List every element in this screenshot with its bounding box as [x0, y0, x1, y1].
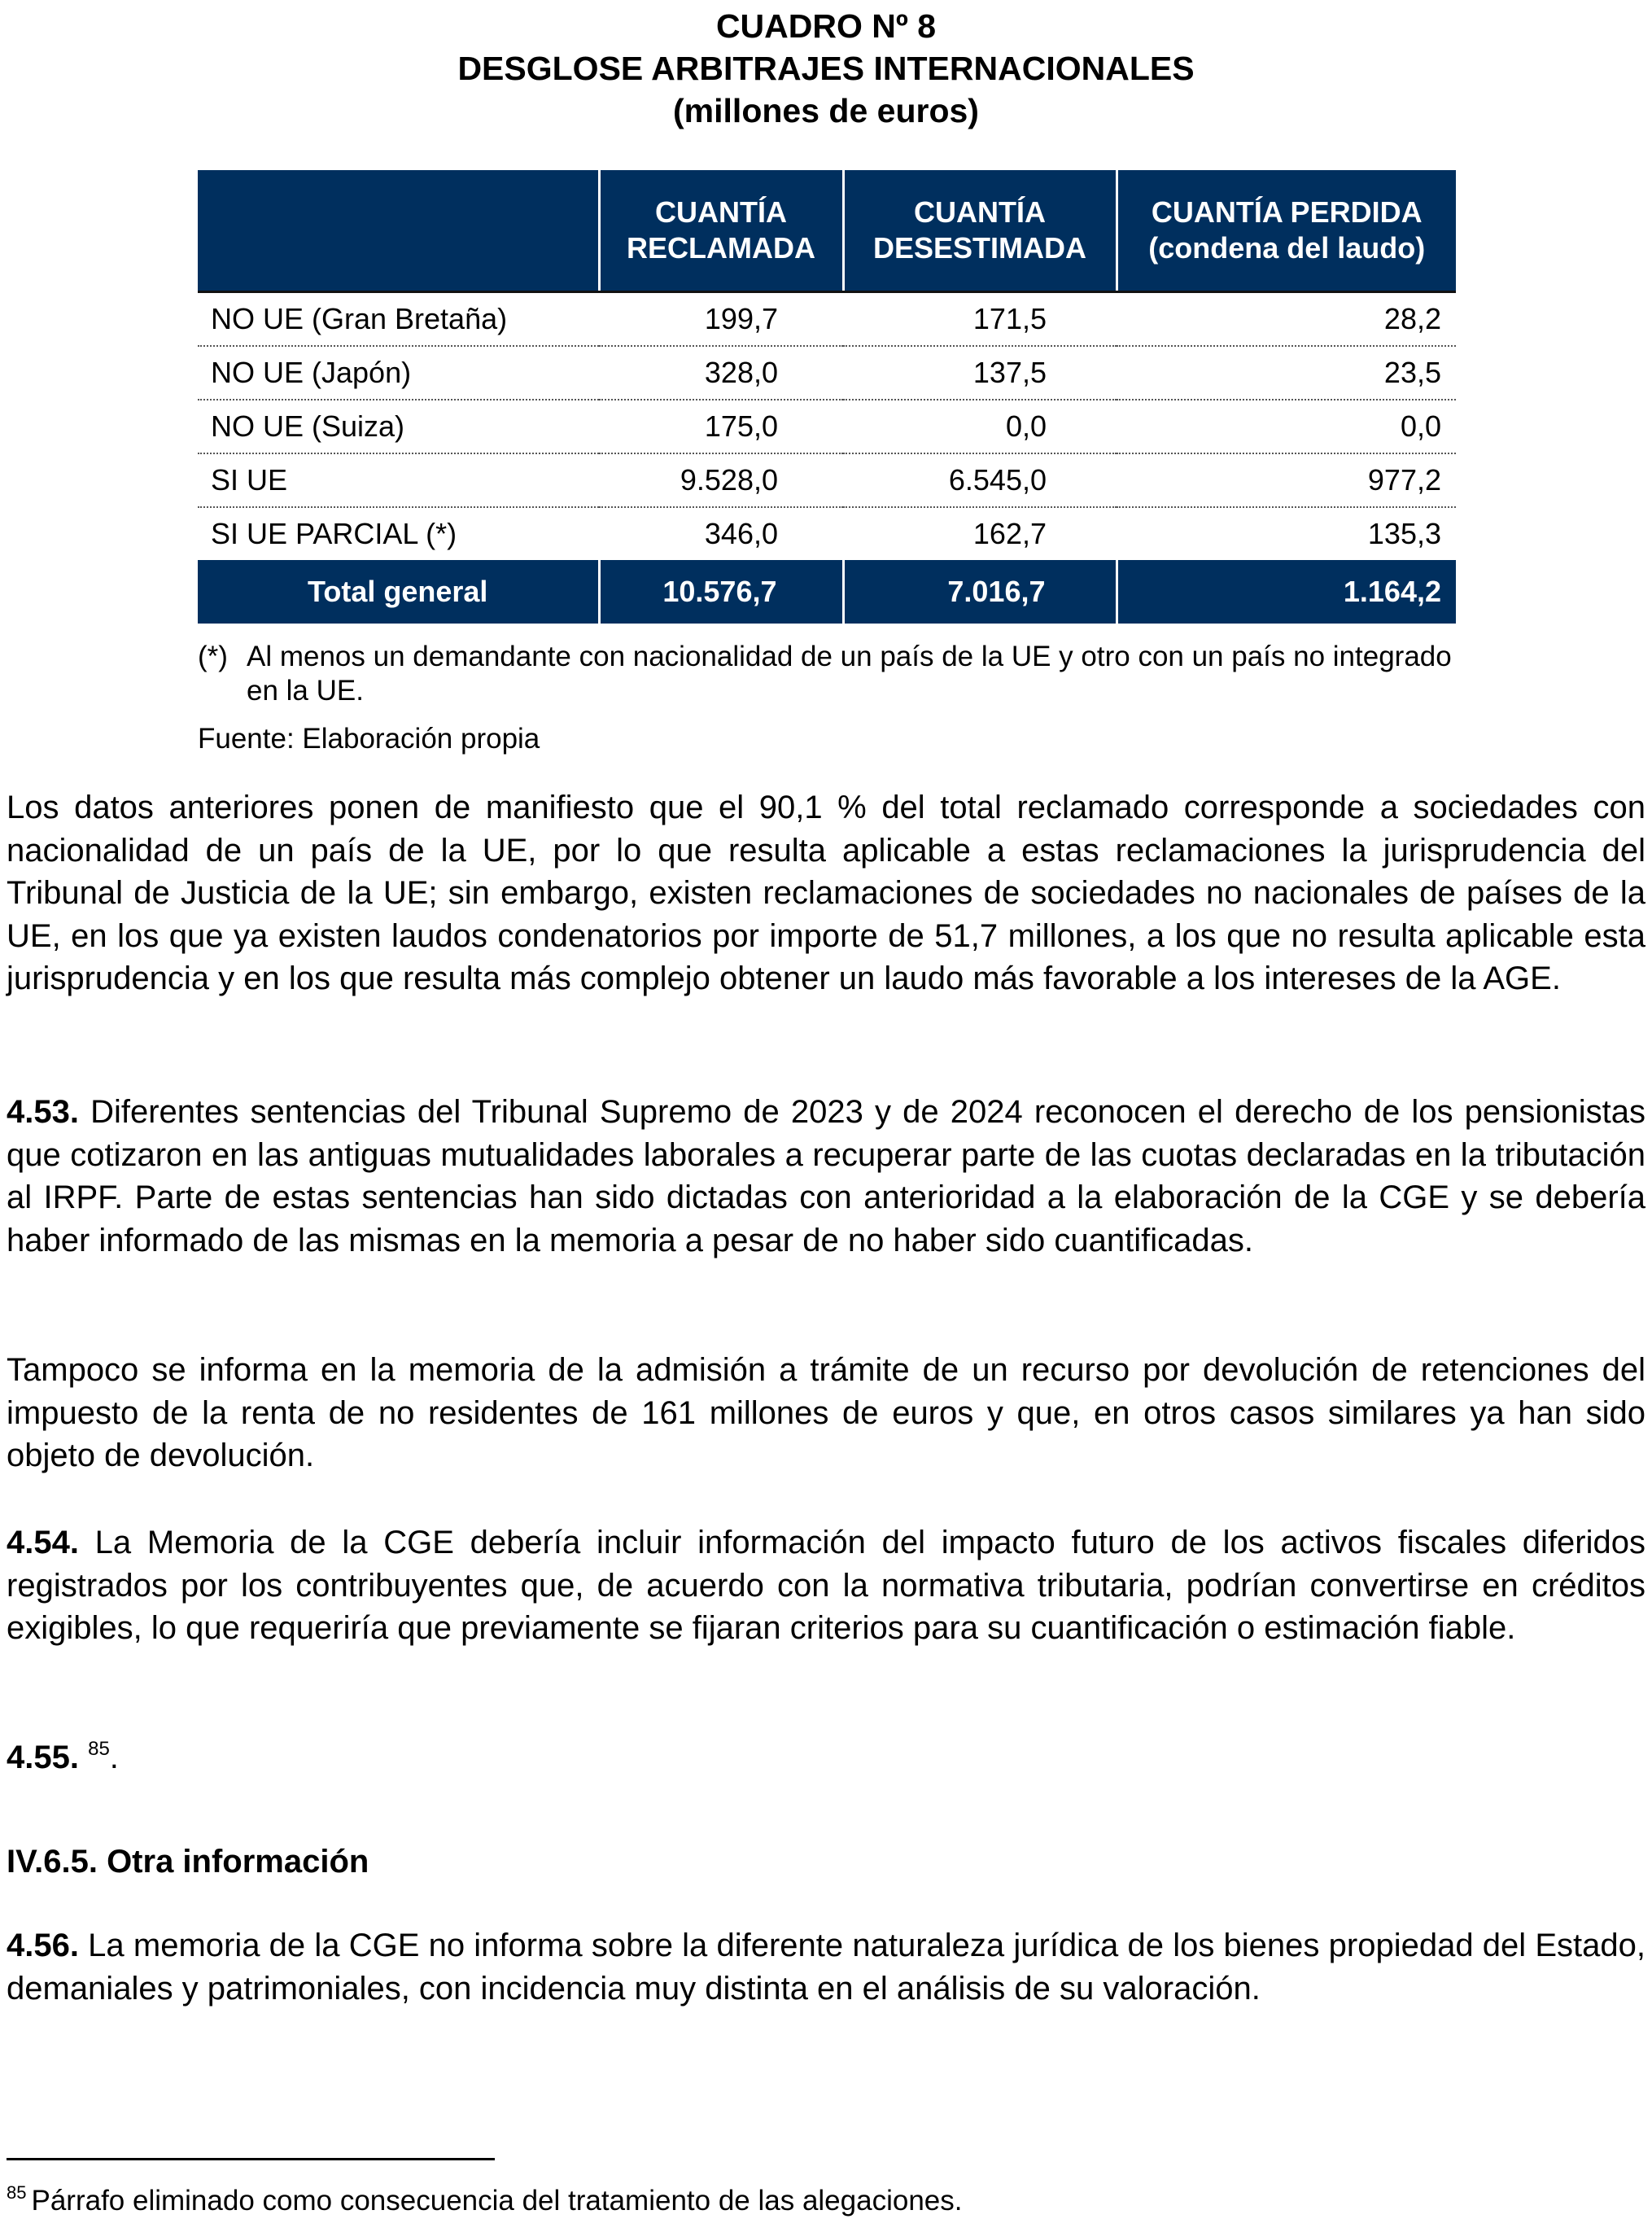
paragraph-text: La memoria de la CGE no informa sobre la diferente naturaleza jurídica de los bienes propiedad del Estado, demaniales y patrimoniales, con incidencia muy distinta en el análisis de su valoración. [7, 1928, 1645, 2007]
total-desestimada: 7.016,7 [843, 560, 1117, 624]
table-row [198, 400, 1456, 453]
paragraph-text: Diferentes sentencias del Tribunal Supremo de 2023 y de 2024 reconocen el derecho de los pensionistas que cotizaron en las antiguas mutualidades laborales a recuperar parte de las cuotas declaradas en la tributación al IRPF. Parte de estas sentencias han sido dictadas con anterioridad a la elaboración de la CGE y se debería haber informado de las mismas en la memoria a pesar de no haber sido cuantificadas. [7, 1094, 1645, 1258]
cell-desestimada: 137,5 [843, 346, 1117, 400]
header-reclamada-line1: CUANTÍA [655, 195, 787, 229]
paragraph-number: 4.56. [7, 1928, 79, 1963]
cell-desestimada: 0,0 [843, 400, 1117, 453]
table-caption: DESGLOSE ARBITRAJES INTERNACIONALES [457, 50, 1195, 87]
total-label: Total general [198, 560, 599, 624]
header-reclamada-line2: RECLAMADA [627, 231, 815, 265]
header-perdida [1117, 170, 1456, 292]
row-label: NO UE (Japón) [198, 346, 599, 400]
cell-perdida: 135,3 [1367, 517, 1441, 550]
table-source: Fuente: Elaboración propia [198, 723, 540, 755]
note-text: Al menos un demandante con nacionalidad de un país de la UE y otro con un país no integrado en la UE. [247, 641, 1452, 707]
paragraph-analysis: Los datos anteriores ponen de manifiesto que el 90,1 % del total reclamado corresponde a sociedades con nacionalidad de un país de la UE, por lo que resulta aplicable a estas reclamaciones la jurisprudencia del Tribunal de Justicia de la UE; sin embargo, existen reclamaciones de sociedades no nacionales de países de la UE, en los que ya existen laudos condenatorios por importe de 51,7 millones, a los que no resulta aplicable esta jurisprudencia y en los que resulta más complejo obtener un laudo más favorable a los intereses de la AGE. [7, 790, 1645, 996]
cell-perdida: 977,2 [1117, 453, 1456, 507]
row-label: NO UE (Suiza) [198, 400, 599, 453]
total-reclamada: 10.576,7 [599, 560, 843, 624]
footnote [7, 2184, 962, 2218]
footnote-reference[interactable]: 85 [88, 1738, 110, 1760]
table-number: CUADRO Nº 8 [715, 7, 937, 45]
footnote-text: Párrafo eliminado como consecuencia del tratamiento de las alegaciones. [31, 2185, 963, 2217]
row-label: SI UE PARCIAL (*) [211, 517, 457, 550]
paragraph-tail: . [109, 1740, 119, 1775]
table-row [198, 507, 1456, 560]
header-reclamada [599, 170, 843, 292]
table-total-row [198, 560, 1456, 624]
cell-reclamada: 328,0 [599, 346, 843, 400]
table-units: (millones de euros) [673, 92, 979, 129]
cell-perdida: 28,2 [1117, 292, 1456, 347]
paragraph-4-53 [7, 1091, 1645, 1262]
table-row [198, 453, 1456, 507]
header-desestimada-line1: CUANTÍA [914, 195, 1046, 229]
paragraph-text: La Memoria de la CGE debería incluir información del impacto futuro de los activos fiscales diferidos registrados por los contribuyentes que, de acuerdo con la normativa tributaria, podrían convertirse en créditos exigibles, lo que requeriría que previamente se fijaran criterios para su cuantificación o estimación fiable. [7, 1525, 1645, 1646]
cell-desestimada: 171,5 [843, 292, 1117, 347]
cell-perdida: 23,5 [1117, 346, 1456, 400]
header-perdida-line1: CUANTÍA PERDIDA [1151, 195, 1423, 229]
paragraph-tampoco: Tampoco se informa en la memoria de la admisión a trámite de un recurso por devolución de retenciones del impuesto de la renta de no residentes de 161 millones de euros y que, en otros casos similares ya han sido objeto de devolución. [7, 1352, 1645, 1473]
header-desestimada-line2: DESESTIMADA [872, 231, 1087, 265]
arbitration-table [198, 170, 1456, 624]
cell-desestimada: 6.545,0 [843, 453, 1117, 507]
header-perdida-line2: (condena del laudo) [1148, 231, 1426, 265]
paragraph-4-56 [7, 1924, 1645, 2010]
cell-reclamada: 199,7 [599, 292, 843, 347]
note-mark: (*) [198, 641, 228, 672]
paragraph-4-55 [7, 1736, 1645, 1779]
table-row [198, 346, 1456, 400]
row-label: SI UE [198, 453, 599, 507]
table-title [0, 5, 1652, 132]
total-perdida: 1.164,2 [1117, 560, 1456, 624]
cell-reclamada: 9.528,0 [599, 453, 843, 507]
paragraph-number: 4.54. [7, 1525, 79, 1560]
table-note [198, 640, 1467, 708]
table-header-row [198, 170, 1456, 292]
footnote-divider [7, 2158, 495, 2160]
cell-desestimada: 162,7 [972, 517, 1047, 550]
paragraph-number: 4.53. [7, 1094, 79, 1130]
cell-perdida: 0,0 [1117, 400, 1456, 453]
paragraph-number: 4.55. [7, 1740, 79, 1775]
row-label: NO UE (Gran Bretaña) [198, 292, 599, 347]
cell-reclamada: 175,0 [599, 400, 843, 453]
header-desestimada [843, 170, 1117, 292]
section-heading: IV.6.5. Otra información [7, 1844, 369, 1880]
footnote-number: 85 [7, 2182, 27, 2203]
table-row [198, 292, 1456, 347]
paragraph-4-54 [7, 1521, 1645, 1650]
cell-reclamada: 346,0 [704, 517, 778, 550]
header-blank [198, 170, 599, 292]
